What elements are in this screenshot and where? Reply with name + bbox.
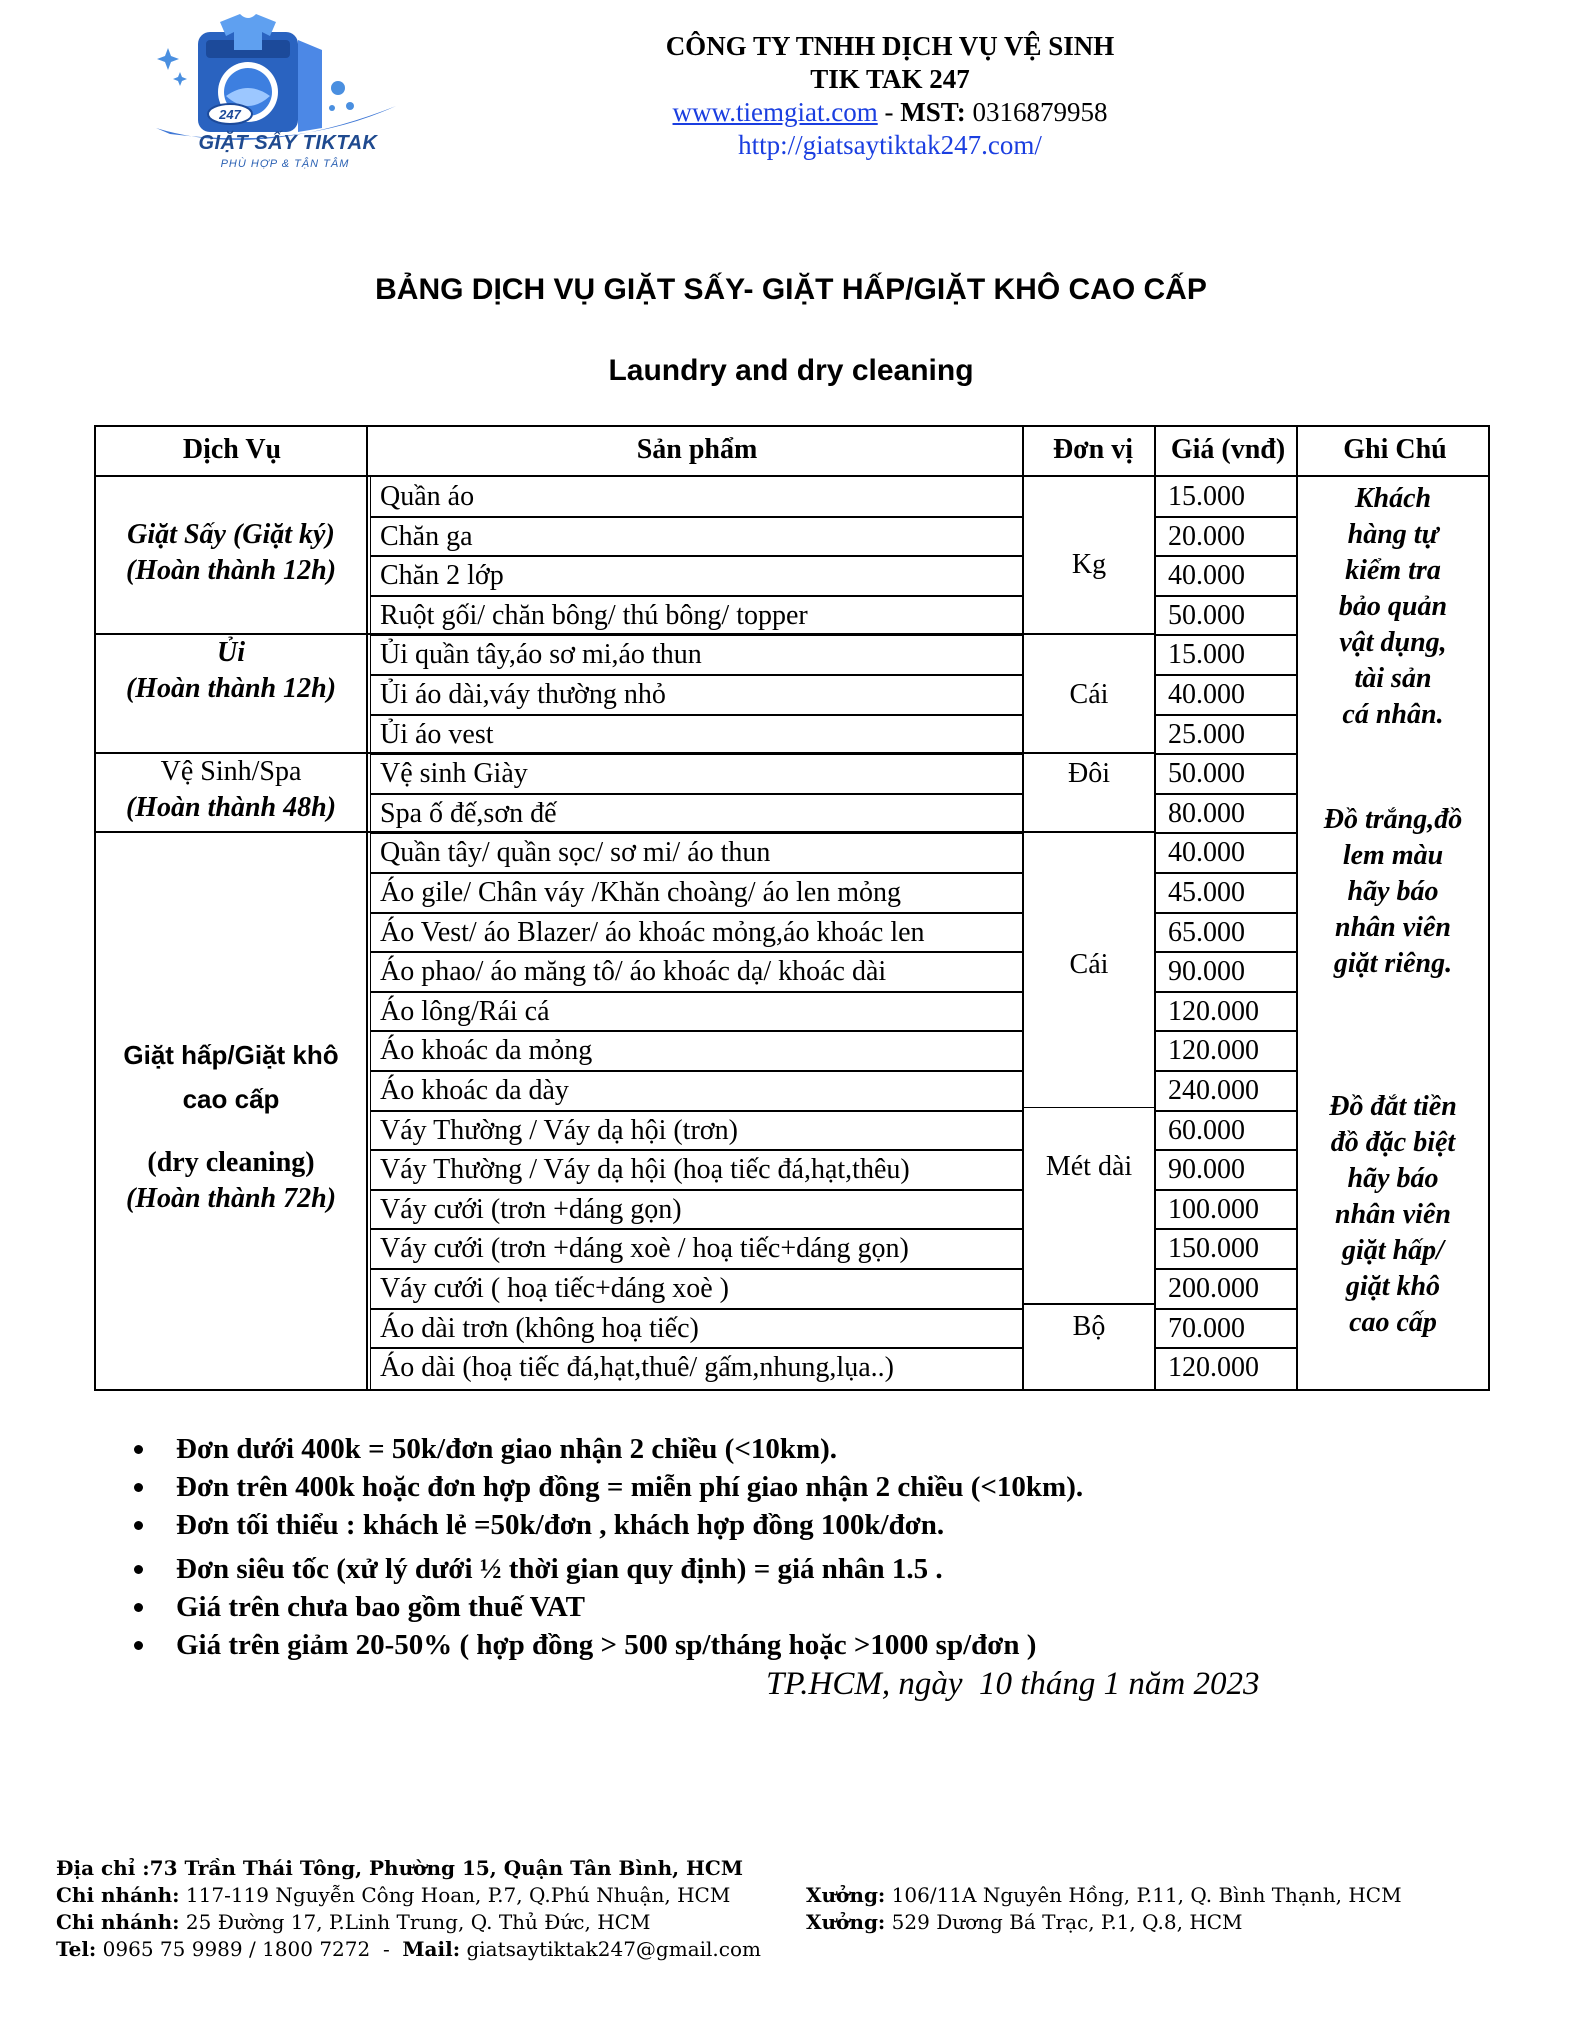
note-line: vật dụng, — [1339, 627, 1447, 658]
product-name: Váy cưới (trơn +dáng xoè / hoạ tiếc+dáng gọn) — [380, 1233, 909, 1264]
unit-bo: Bộ — [1072, 1311, 1106, 1342]
product-name: Váy Thường / Váy dạ hội (hoạ tiếc đá,hạt,thêu) — [380, 1154, 910, 1185]
term-item — [126, 1626, 1426, 1664]
website2-link[interactable]: http://giatsaytiktak247.com/ — [738, 130, 1042, 160]
product-price: 240.000 — [1168, 1075, 1259, 1106]
product-name: Váy Thường / Váy dạ hội (trơn) — [380, 1115, 738, 1146]
website-link[interactable]: www.tiemgiat.com — [672, 97, 878, 127]
footer-workshop-1: Xưởng: 106/11A Nguyên Hồng, P.11, Q. Bình Thạnh, HCM — [806, 1883, 1402, 1907]
note-self-check — [1298, 481, 1488, 733]
term-text: Đơn dưới 400k = 50k/đơn giao nhận 2 chiều (<10km). — [176, 1433, 838, 1465]
note-line: Đồ trắng,đồ — [1323, 804, 1463, 835]
note-line: giặt khô — [1345, 1271, 1441, 1302]
product-name: Ủi áo dài,váy thường nhỏ — [380, 679, 666, 710]
service-time: (Hoàn thành 72h) — [125, 1183, 337, 1214]
product-name: Áo khoác da dày — [380, 1075, 569, 1106]
service-name: Giặt hấp/Giặt khô — [123, 1040, 339, 1070]
product-price: 90.000 — [1168, 956, 1245, 987]
product-name: Vệ sinh Giày — [380, 758, 528, 789]
logo-brand: GIẶT SẤY TIKTAK — [198, 132, 378, 154]
note-line: kiểm tra — [1345, 555, 1441, 586]
service-laundry — [96, 477, 366, 633]
product-price: 20.000 — [1168, 521, 1245, 552]
term-text: Đơn trên 400k hoặc đơn hợp đồng = miễn phí giao nhận 2 chiều (<10km). — [176, 1471, 1084, 1503]
bubble-icon — [346, 102, 354, 110]
header-unit: Đơn vị — [1052, 434, 1134, 465]
unit-kg: Kg — [1071, 549, 1107, 580]
term-text: Giá trên giảm 20-50% ( hợp đồng > 500 sp/tháng hoặc >1000 sp/đơn ) — [176, 1629, 1037, 1661]
product-name: Ủi quần tây,áo sơ mi,áo thun — [380, 639, 702, 670]
note-line: cao cấp — [1349, 1307, 1437, 1338]
company-name-line2: TIK TAK 247 — [810, 64, 970, 94]
terms-list — [126, 1430, 1426, 1664]
footer-branch-1: Chi nhánh: 117-119 Nguyễn Công Hoan, P.7, Q.Phú Nhuận, HCM — [56, 1883, 731, 1907]
document-subtitle: Laundry and dry cleaning — [608, 354, 974, 387]
product-price: 40.000 — [1168, 560, 1245, 591]
bullet-icon — [134, 1603, 143, 1612]
footer-branch-2: Chi nhánh: 25 Đường 17, P.Linh Trung, Q. Thủ Đức, HCM — [56, 1910, 651, 1934]
note-white-clothes — [1298, 802, 1488, 982]
mst-value: 0316879958 — [965, 97, 1108, 127]
bubble-icon — [329, 105, 335, 111]
product-name: Quần áo — [380, 481, 475, 512]
product-name: Áo gile/ Chân váy /Khăn choàng/ áo len mỏng — [380, 877, 901, 908]
product-price: 90.000 — [1168, 1154, 1245, 1185]
note-line: tài sản — [1354, 663, 1432, 694]
term-item — [126, 1468, 1426, 1506]
product-price: 100.000 — [1168, 1194, 1259, 1225]
note-line: lem màu — [1342, 840, 1444, 871]
note-line: hàng tự — [1347, 519, 1439, 550]
note-line: hãy báo — [1347, 876, 1439, 907]
footer-workshop-2: Xưởng: 529 Dương Bá Trạc, P.1, Q.8, HCM — [806, 1910, 1243, 1934]
term-text: Giá trên chưa bao gồm thuế VAT — [176, 1591, 585, 1623]
unit-cai: Cái — [1069, 949, 1109, 980]
header-product: Sản phẩm — [636, 434, 758, 465]
logo-tagline: PHÙ HỢP & TẬN TÂM — [220, 158, 350, 170]
sparkle-icon — [173, 72, 187, 86]
bullet-icon — [134, 1565, 143, 1574]
service-name: Giặt Sấy (Giặt ký) — [127, 519, 335, 550]
product-price: 120.000 — [1168, 1352, 1259, 1383]
footer-address: Địa chỉ :73 Trần Thái Tông, Phường 15, Quận Tân Bình, HCM — [56, 1856, 743, 1880]
date-line: TP.HCM, ngày 10 tháng 1 năm 2023 — [766, 1666, 1260, 1702]
product-price: 150.000 — [1168, 1233, 1259, 1264]
product-price: 40.000 — [1168, 679, 1245, 710]
product-price: 70.000 — [1168, 1313, 1245, 1344]
note-line: nhân viên — [1335, 1199, 1451, 1230]
product-price: 120.000 — [1168, 996, 1259, 1027]
product-price: 15.000 — [1168, 481, 1245, 512]
email-link[interactable]: giatsaytiktak247@gmail.com — [460, 1937, 761, 1961]
header-note: Ghi Chú — [1343, 434, 1447, 465]
note-line: Đồ đắt tiền — [1329, 1091, 1457, 1122]
product-price: 60.000 — [1168, 1115, 1245, 1146]
service-time: (Hoàn thành 12h) — [125, 673, 337, 704]
product-name: Áo phao/ áo măng tô/ áo khoác dạ/ khoác dài — [380, 956, 887, 987]
note-line: hãy báo — [1347, 1163, 1439, 1194]
bullet-icon — [134, 1445, 143, 1454]
badge-text: 247 — [219, 107, 241, 122]
company-name-line1: CÔNG TY TNHH DỊCH VỤ VỆ SINH — [665, 31, 1115, 61]
service-time: (Hoàn thành 48h) — [125, 792, 337, 823]
service-time: (Hoàn thành 12h) — [125, 555, 337, 586]
unit-cai: Cái — [1069, 679, 1109, 710]
term-item — [126, 1588, 1426, 1626]
product-price: 80.000 — [1168, 798, 1245, 829]
product-name: Ủi áo vest — [380, 719, 494, 750]
term-item — [126, 1506, 1426, 1544]
product-price: 25.000 — [1168, 719, 1245, 750]
note-line: cá nhân. — [1342, 699, 1444, 730]
footer-contact: Tel: 0965 75 9989 / 1800 7272 - Mail: giatsaytiktak247@gmail.com — [56, 1937, 761, 1961]
bullet-icon — [134, 1521, 143, 1530]
product-price: 50.000 — [1168, 758, 1245, 789]
document-title: BẢNG DỊCH VỤ GIẶT SẤY- GIẶT HẤP/GIẶT KHÔ CAO CẤP — [375, 273, 1207, 306]
service-english: (dry cleaning) — [147, 1147, 315, 1178]
product-name: Áo dài (hoạ tiếc đá,hạt,thuê/ gấm,nhung,lụa..) — [380, 1352, 894, 1383]
note-expensive-items — [1298, 1089, 1488, 1341]
service-dry-cleaning — [96, 833, 366, 1389]
price-table — [94, 425, 1490, 1391]
product-price: 200.000 — [1168, 1273, 1259, 1304]
header-price: Giá (vnđ) — [1170, 434, 1286, 465]
product-name: Váy cưới ( hoạ tiếc+dáng xoè ) — [380, 1273, 729, 1304]
product-name: Váy cưới (trơn +dáng gọn) — [380, 1194, 682, 1225]
note-line: giặt riêng. — [1333, 948, 1453, 979]
note-line: giặt hấp/ — [1342, 1235, 1444, 1266]
product-price: 50.000 — [1168, 600, 1245, 631]
service-ironing — [96, 635, 366, 752]
product-name: Áo khoác da mỏng — [380, 1035, 593, 1066]
product-price: 45.000 — [1168, 877, 1245, 908]
bullet-icon — [134, 1641, 143, 1650]
product-name: Áo Vest/ áo Blazer/ áo khoác mỏng,áo khoác len — [380, 917, 925, 948]
product-price: 15.000 — [1168, 639, 1245, 670]
term-text: Đơn tối thiểu : khách lẻ =50k/đơn , khách hợp đồng 100k/đơn. — [176, 1509, 945, 1541]
product-price: 120.000 — [1168, 1035, 1259, 1066]
product-name: Chăn ga — [380, 521, 473, 552]
product-price: 65.000 — [1168, 917, 1245, 948]
bullet-icon — [134, 1483, 143, 1492]
company-info — [560, 30, 1220, 162]
mst-label: MST: — [900, 97, 966, 127]
bubble-icon — [331, 81, 345, 95]
product-name: Ruột gối/ chăn bông/ thú bông/ topper — [380, 600, 808, 631]
term-item — [126, 1550, 1426, 1588]
product-name: Quần tây/ quần sọc/ sơ mi/ áo thun — [380, 837, 771, 868]
product-name: Chăn 2 lớp — [380, 560, 504, 591]
product-price: 40.000 — [1168, 837, 1245, 868]
company-contact-line — [560, 96, 1220, 129]
unit-met-dai: Mét dài — [1045, 1151, 1133, 1182]
service-name: Ủi — [217, 637, 245, 668]
note-line: nhân viên — [1335, 912, 1451, 943]
term-item — [126, 1430, 1426, 1468]
sparkle-icon — [157, 48, 179, 70]
service-name-2: cao cấp — [182, 1084, 280, 1114]
service-name: Vệ Sinh/Spa — [160, 756, 302, 787]
product-name: Spa ố đế,sơn đế — [380, 798, 557, 829]
term-text: Đơn siêu tốc (xử lý dưới ½ thời gian quy định) = giá nhân 1.5 . — [176, 1553, 943, 1585]
service-spa — [96, 754, 366, 831]
note-line: Khách — [1354, 483, 1432, 514]
unit-doi: Đôi — [1068, 758, 1110, 789]
header-service: Dịch Vụ — [182, 434, 282, 465]
separator: - — [877, 97, 901, 127]
product-name: Áo dài trơn (không hoạ tiếc) — [380, 1313, 699, 1344]
note-line: bảo quản — [1338, 591, 1448, 622]
product-name: Áo lông/Rái cá — [380, 996, 550, 1027]
note-line: đồ đặc biệt — [1330, 1127, 1456, 1158]
